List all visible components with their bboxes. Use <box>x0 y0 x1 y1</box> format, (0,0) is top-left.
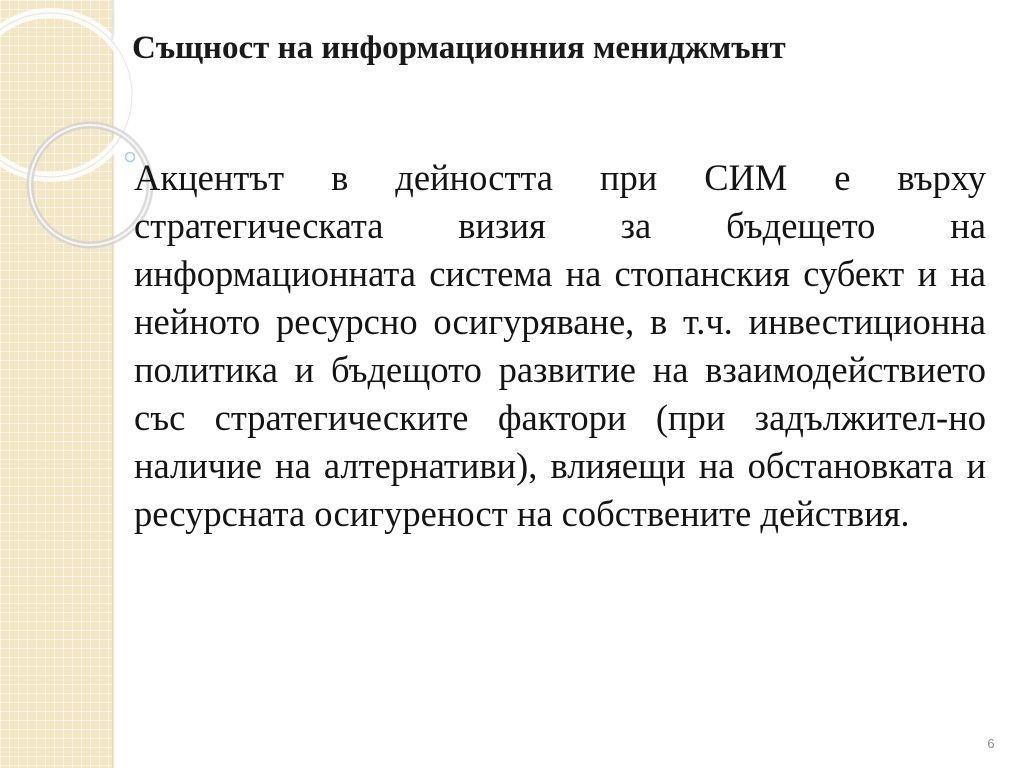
slide-title: Същност на информационния мениджмънт <box>132 30 786 66</box>
slide-body-text: Акцентът в дейността при СИМ е върху стратегическата визия за бъдещето на информационната система на стопанския субект и на нейното ресурсно осигуряване, в т.ч. инвестиционна политика и бъдещото развитие на взаимодействието със стратегическите фактори (при задължител-но наличие на алтернативи), влияещи на обстановката и ресурсната осигуреност на собствените действия. <box>134 157 986 534</box>
page-number: 6 <box>987 736 995 751</box>
